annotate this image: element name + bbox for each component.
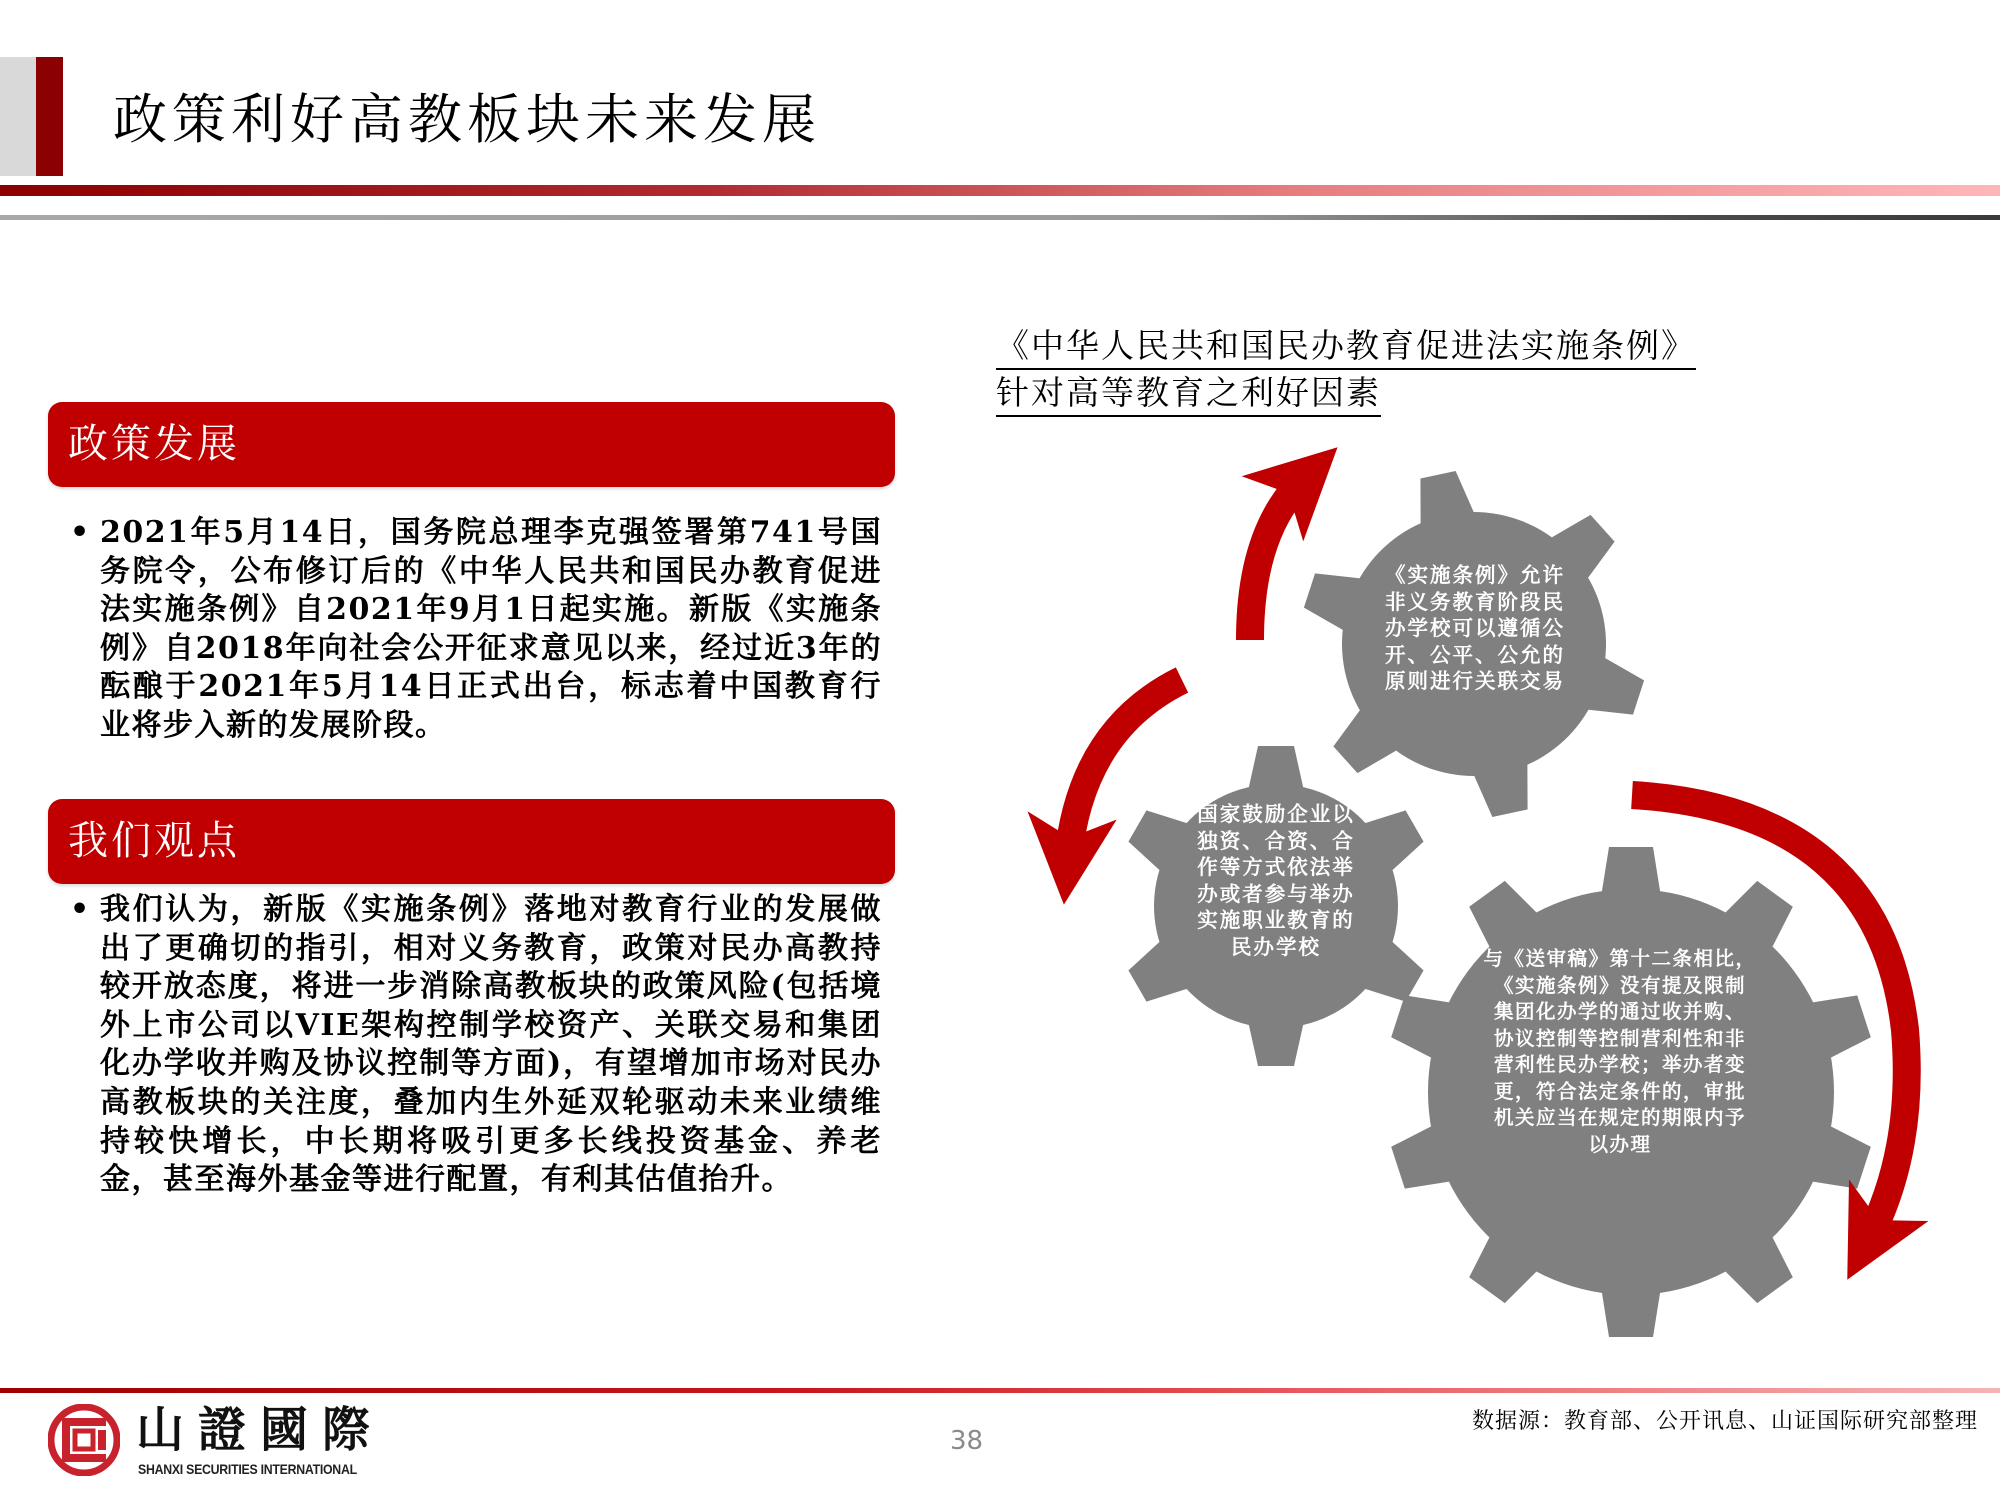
bullet-dot-icon: • [70,892,91,927]
gear-text-line: 办或者参与举办 [1197,881,1355,906]
policy-bullet-text: 2021年5月14日，国务院总理李克强签署第741号国务院令，公布修订后的《中华人民共和国民办教育促进法实施条例》自2021年9月1日起实施。新版《实施条例》自2018年向社会公开征求意见以来，经过近3年的酝酿于2021年5月14日正式出台，标志着中国教育行业将步入新的发展阶段。 [100,515,882,743]
page-number: 38 [950,1426,984,1456]
diagram-title-line1: 《中华人民共和国民办教育促进法实施条例》 [996,326,1696,370]
gear-text-line: 《实施条例》允许 [1385,563,1565,587]
view-bullet-text: 我们认为，新版《实施条例》落地对教育行业的发展做出了更确切的指引，相对义务教育，政策对民办高教持较开放态度，将进一步消除高教板块的政策风险(包括境外上市公司以VIE架构控制学校资产、关联交易和集团化办学收并购及协议控制等方面)，有望增加市场对民办高教板块的关注度，叠加内生外延双轮驱动未来业绩维持较快增长，中长期将吸引更多长线投资基金、养老金，甚至海外基金等进行配置，有利其估值抬升。 [100,892,882,1198]
company-logo-icon [48,1404,120,1476]
company-logo-cn: 山證國際 [136,1402,385,1458]
gear-text-line: 办学校可以遵循公 [1385,616,1565,640]
gear-bottom-right-text [1470,946,1770,1158]
gear-text-line: 实施职业教育的 [1197,908,1355,932]
page-title: 政策利好高教板块未来发展 [113,88,821,151]
gear-text-line: 开、公平、公允的 [1385,642,1565,667]
gear-text-line: 国家鼓励企业以 [1197,802,1355,826]
gear-text-line: 《实施条例》没有提及限制 [1493,973,1746,997]
gear-text-line: 更，符合法定条件的，审批 [1493,1079,1746,1103]
gear-text-line: 机关应当在规定的期限内予 [1493,1106,1746,1129]
bullet-dot-icon: • [70,515,91,550]
section-heading: 我们观点 [68,818,240,864]
gear-text-line: 民办学校 [1231,934,1321,959]
gear-text-line: 作等方式依法举 [1197,855,1355,879]
arrow-top-icon [1250,478,1305,640]
diagram-title-line2: 针对高等教育之利好因素 [996,373,1381,417]
section-heading: 政策发展 [68,421,240,467]
footer-divider [0,1388,2000,1393]
gear-left-text [1176,801,1376,960]
gear-text-line: 与《送审稿》第十二条相比， [1483,947,1757,970]
gear-text-line: 以办理 [1588,1132,1652,1156]
gear-text-line: 协议控制等控制营利性和非 [1493,1026,1746,1050]
data-source-note: 数据源：教育部、公开讯息、山证国际研究部整理 [1471,1409,1978,1434]
gear-text-line: 营利性民办学校；举办者变 [1493,1053,1746,1076]
gear-text-line: 非义务教育阶段民 [1385,589,1565,614]
gear-top-text [1370,562,1580,695]
gear-text-line: 原则进行关联交易 [1385,669,1565,693]
gear-text-line: 独资、合资、合 [1197,828,1355,853]
gear-text-line: 集团化办学的通过收并购、 [1493,1000,1746,1023]
company-logo-en: SHANXI SECURITIES INTERNATIONAL [138,1461,357,1477]
